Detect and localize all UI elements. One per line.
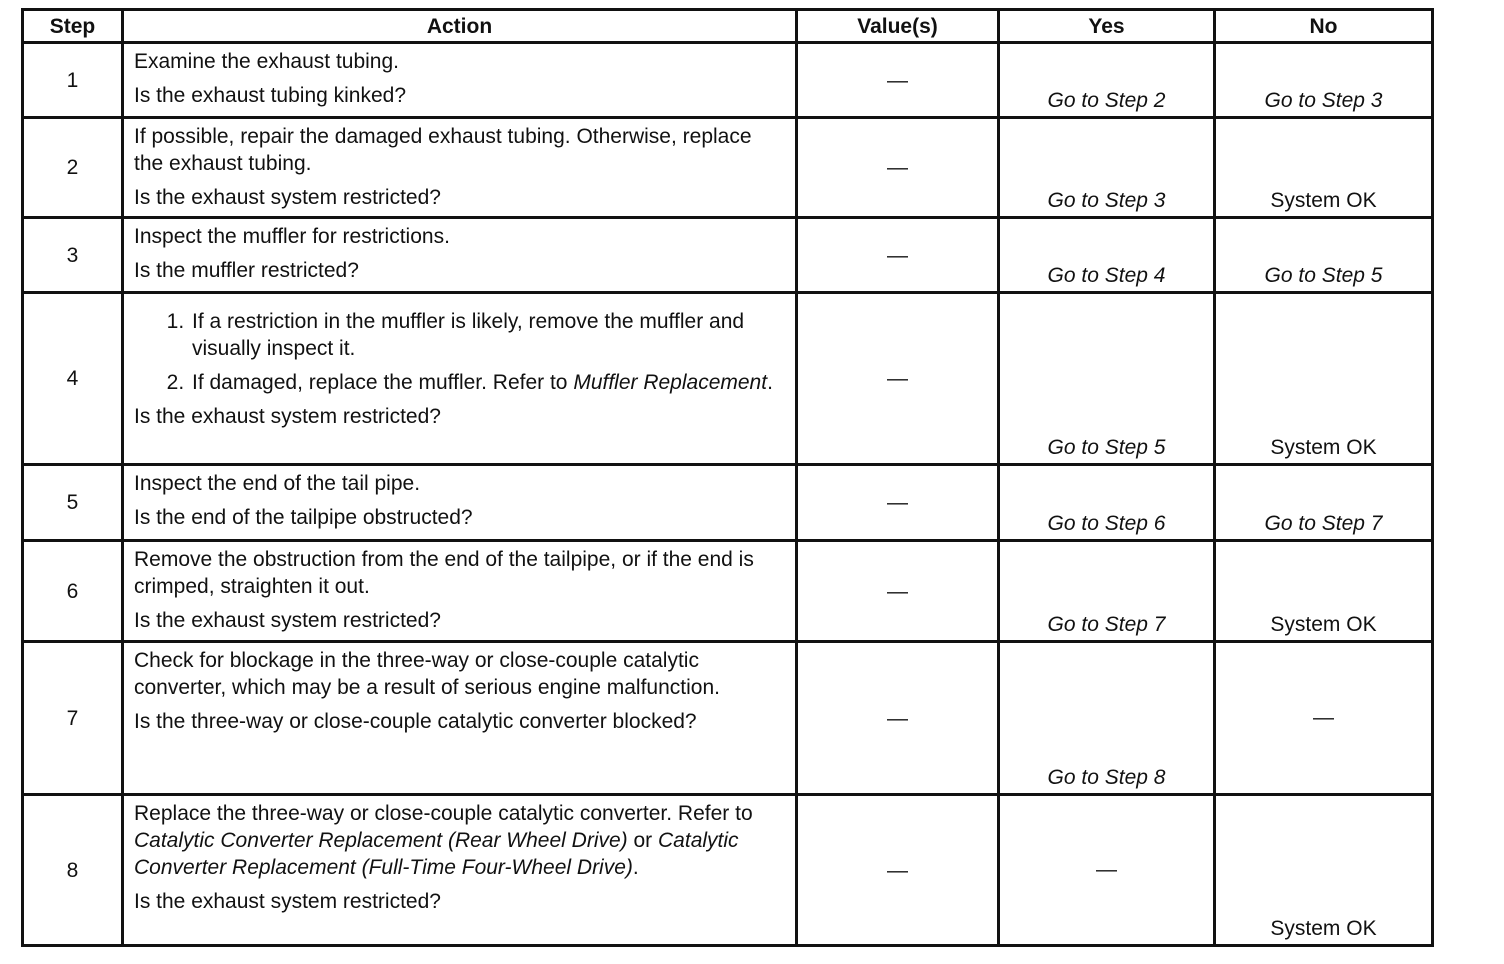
step-number: 1	[23, 43, 123, 118]
header-action: Action	[123, 10, 797, 43]
action-question: Is the end of the tailpipe obstructed?	[134, 506, 473, 529]
action-cell	[123, 642, 797, 795]
action-text: Check for blockage in the three-way or close-couple catalytic converter, which may be a result of serious engine malfunction.	[134, 649, 720, 699]
value-cell: —	[797, 465, 999, 541]
table-row	[23, 218, 1433, 293]
action-cell	[123, 465, 797, 541]
action-cell	[123, 43, 797, 118]
action-question: Is the exhaust system restricted?	[134, 609, 441, 632]
value-cell: —	[797, 795, 999, 946]
table-row	[23, 642, 1433, 795]
action-question: Is the exhaust system restricted?	[134, 890, 441, 913]
step-number: 6	[23, 541, 123, 642]
header-values: Value(s)	[797, 10, 999, 43]
yes-cell: Go to Step 2	[999, 43, 1215, 118]
yes-cell: Go to Step 5	[999, 293, 1215, 465]
action-cell	[123, 218, 797, 293]
action-cell	[123, 293, 797, 465]
header-yes: Yes	[999, 10, 1215, 43]
step-number: 8	[23, 795, 123, 946]
header-row	[23, 10, 1433, 43]
value-cell: —	[797, 43, 999, 118]
step-number: 3	[23, 218, 123, 293]
action-steps-list	[134, 308, 785, 396]
no-cell: System OK	[1215, 118, 1433, 218]
table-row	[23, 541, 1433, 642]
yes-cell: Go to Step 6	[999, 465, 1215, 541]
action-question: Is the exhaust system restricted?	[134, 405, 441, 428]
no-cell: System OK	[1215, 293, 1433, 465]
no-cell: Go to Step 3	[1215, 43, 1433, 118]
value-cell: —	[797, 118, 999, 218]
action-step-item: 1. If a restriction in the muffler is likely, remove the muffler and visually inspect it.	[190, 308, 785, 362]
action-text: Remove the obstruction from the end of the tailpipe, or if the end is crimped, straighten it out.	[134, 548, 754, 598]
action-cell	[123, 541, 797, 642]
action-text-part: Replace the three-way or close-couple catalytic converter. Refer to	[134, 802, 753, 825]
action-question: Is the muffler restricted?	[134, 259, 359, 282]
action-text: Examine the exhaust tubing.	[134, 50, 400, 73]
action-text	[134, 800, 785, 881]
action-question: Is the exhaust system restricted?	[134, 186, 441, 209]
action-question: Is the exhaust tubing kinked?	[134, 84, 407, 107]
yes-cell: Go to Step 8	[999, 642, 1215, 795]
step-number: 7	[23, 642, 123, 795]
yes-cell: Go to Step 7	[999, 541, 1215, 642]
value-cell: —	[797, 642, 999, 795]
action-step-punct: .	[767, 371, 773, 394]
header-no: No	[1215, 10, 1433, 43]
header-step: Step	[23, 10, 123, 43]
table-row	[23, 795, 1433, 946]
value-cell: —	[797, 218, 999, 293]
yes-cell: Go to Step 3	[999, 118, 1215, 218]
reference-link-text: Catalytic Converter Replacement (Full-Time Four-Wheel Drive)	[134, 829, 739, 879]
action-text-part: .	[632, 856, 639, 879]
yes-cell: —	[999, 795, 1215, 946]
diagnostic-table	[21, 8, 1434, 947]
no-cell: System OK	[1215, 541, 1433, 642]
value-cell: —	[797, 293, 999, 465]
action-text: Inspect the end of the tail pipe.	[134, 472, 421, 495]
no-cell: Go to Step 5	[1215, 218, 1433, 293]
action-step-text: If damaged, replace the muffler. Refer to	[192, 371, 574, 394]
no-cell: —	[1215, 642, 1433, 795]
yes-cell: Go to Step 4	[999, 218, 1215, 293]
table-row	[23, 118, 1433, 218]
action-text: If possible, repair the damaged exhaust tubing. Otherwise, replace the exhaust tubing.	[134, 125, 752, 175]
table-row	[23, 465, 1433, 541]
step-number: 2	[23, 118, 123, 218]
value-cell: —	[797, 541, 999, 642]
action-cell	[123, 118, 797, 218]
reference-link-text: Catalytic Converter Replacement (Rear Wheel Drive)	[134, 829, 628, 852]
reference-link-text: Muffler Replacement	[573, 371, 768, 394]
action-text: Inspect the muffler for restrictions.	[134, 225, 450, 248]
action-question: Is the three-way or close-couple catalytic converter blocked?	[134, 710, 697, 733]
no-cell: System OK	[1215, 795, 1433, 946]
no-cell: Go to Step 7	[1215, 465, 1433, 541]
table-row	[23, 43, 1433, 118]
step-number: 4	[23, 293, 123, 465]
action-cell	[123, 795, 797, 946]
table-row	[23, 293, 1433, 465]
action-text-part: or	[627, 829, 659, 852]
action-step-item	[190, 369, 785, 396]
diagnostic-table-wrapper	[21, 8, 1431, 947]
step-number: 5	[23, 465, 123, 541]
